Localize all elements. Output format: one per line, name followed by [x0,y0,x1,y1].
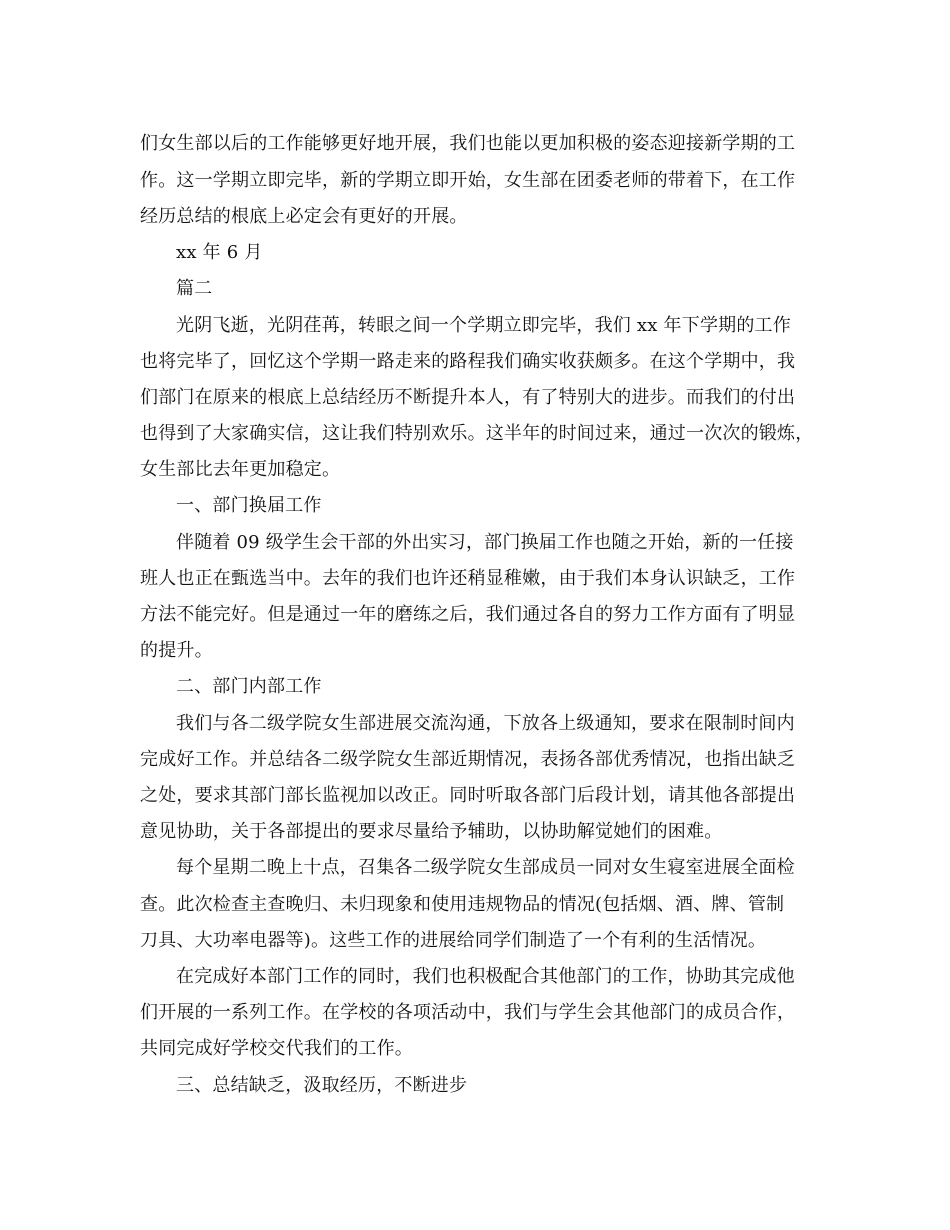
text-line: 们女生部以后的工作能够更好地开展，我们也能以更加积极的姿态迎接新学期的工 [140,133,796,154]
text-line: 方法不能完好。但是通过一年的磨练之后，我们通过各自的努力工作方面有了明显 [140,604,796,625]
section-heading: 篇二 [176,278,213,299]
text-line: 我们与各二级学院女生部进展交流沟通，下放各上级通知，要求在限制时间内 [176,713,795,734]
text-line: 们开展的一系列工作。在学校的各项活动中，我们与学生会其他部门的成员合作， [140,1002,796,1023]
text-line: 也将完毕了，回忆这个学期一路走来的路程我们确实收获颇多。在这个学期中，我 [140,351,796,372]
text-line: 光阴飞逝，光阴荏苒，转眼之间一个学期立即完毕，我们 xx 年下学期的工作 [176,315,791,336]
text-line: 完成好工作。并总结各二级学院女生部近期情况，表扬各部优秀情况，也指出缺乏 [140,749,796,770]
section-heading: 一、部门换届工作 [176,495,322,516]
text-line: 意见协助，关于各部提出的要求尽量给予辅助，以协助解觉她们的困难。 [140,821,723,842]
text-line: 班人也正在甄选当中。去年的我们也许还稍显稚嫩，由于我们本身认识缺乏，工作 [140,568,796,589]
text-line: 共同完成好学校交代我们的工作。 [140,1038,413,1059]
text-line: 们部门在原来的根底上总结经历不断提升本人，有了特别大的进步。而我们的付出 [140,387,796,408]
date-line: xx 年 6 月 [176,242,263,263]
text-line: 查。此次检查主查晚归、未归现象和使用违规物品的情况(包括烟、酒、牌、管制 [140,894,785,915]
section-heading: 三、总结缺乏，汲取经历，不断进步 [176,1075,468,1096]
text-line: 每个星期二晚上十点，召集各二级学院女生部成员一同对女生寝室进展全面检 [176,857,795,878]
text-line: 也得到了大家确实信，这让我们特别欢乐。这半年的时间过来，通过一次次的锻炼， [140,423,814,444]
section-heading: 二、部门内部工作 [176,676,322,697]
text-line: 在完成好本部门工作的同时，我们也积极配合其他部门的工作，协助其完成他 [176,966,795,987]
text-line: 的提升。 [140,640,213,661]
text-line: 经历总结的根底上必定会有更好的开展。 [140,206,468,227]
text-line: 刀具、大功率电器等)。这些工作的进展给同学们制造了一个有利的生活情况。 [140,930,767,951]
text-line: 之处，要求其部门部长监视加以改正。同时听取各部门后段计划，请其他各部提出 [140,785,796,806]
text-line: 女生部比去年更加稳定。 [140,459,341,480]
text-line: 伴随着 09 级学生会干部的外出实习，部门换届工作也随之开始，新的一任接 [176,532,794,553]
text-line: 作。这一学期立即完毕，新的学期立即开始，女生部在团委老师的带着下，在工作 [140,170,796,191]
